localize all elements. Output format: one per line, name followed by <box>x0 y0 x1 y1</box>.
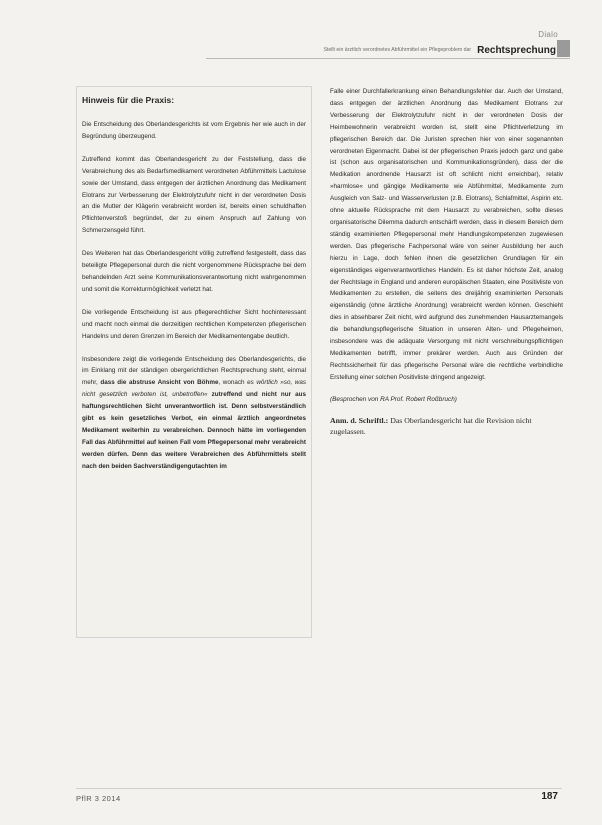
editor-note-label: Anm. d. Schriftl.: <box>330 415 389 425</box>
paragraph: Zutreffend kommt das Oberlandesgericht zu der Feststellung, dass die Verabreichung des als Bedarfsmedikament verordneten Abführmittels Lactulose sowie der Umstand, dass entgegen der ärztlichen Anordnung das Medikament Elotrans zur Verbesserung der Elektrolytzufuhr nicht in der verordneten Dosis an die Mutter der Klägerin verabreicht worden ist, bereits einen schuldhaften Pflichtenverstoß begründet, der zu einem Anspruch auf Zahlung von Schmerzensgeld führt. <box>82 155 306 235</box>
corner-label: Dialo <box>538 30 558 39</box>
paragraph: Die vorliegende Entscheidung ist aus pflegerechtlicher Sicht hochinteressant und macht noch einmal die derzeitigen rechtlichen Kompetenzen pflegerischen Handelns und deren Grenzen im Bereich der Medikamentengabe deutlich. <box>82 308 306 340</box>
page-number: 187 <box>541 791 558 802</box>
editor-note-text: Das Oberlandesgericht hat die Revision nicht zugelassen. <box>330 415 532 437</box>
italic-text: es wörtlich »so, was nicht gesetzlich verboten ist, unbetroffen« <box>82 379 307 399</box>
practice-note-title: Hinweis für die Praxis: <box>82 95 175 105</box>
header-marker <box>557 40 570 57</box>
paragraph: Die Entscheidung des Oberlandesgerichts ist vom Ergebnis her wie auch in der Begründung überzeugend. <box>82 121 306 140</box>
practice-note-box <box>76 86 312 638</box>
editor-note <box>330 415 563 438</box>
journal-issue: PflR 3 2014 <box>76 794 121 803</box>
paragraph <box>82 354 306 473</box>
bold-text: zutreffend und nicht nur aus haftungsrechtlichen Sicht unverantwortlich ist. <box>82 391 306 411</box>
author-credit: (Besprochen von RA Prof. Robert Roßbruch) <box>330 395 457 403</box>
running-header <box>206 44 556 56</box>
bold-text: Denn selbstverständlich gibt es kein gesetzliches Verbot, ein einmal ärztlich angeordnetes Medikament weiterhin zu verabreichen. Dennoch hätte im vorliegenden Fall das Abführmittel auf keinen Fall vom Pflegepersonal mehr verabreicht werden dürfen. Denn das weitere Verabreichen des Abführmittels stellt nach den beiden Sachverständigengutachten im <box>82 403 306 470</box>
footer-rule <box>76 788 562 789</box>
paragraph: Des Weiteren hat das Oberlandesgericht völlig zutreffend festgestellt, dass das beteiligte Pflegepersonal durch die nicht vorgenommene Rücksprache bei dem behandelnden Arzt seine Kommunikationsverantwortung nicht wahrgenommen und somit die Korrekturmöglichkeit verletzt hat. <box>82 250 306 293</box>
paragraph: Falle einer Durchfallerkrankung einen Behandlungsfehler dar. Auch der Umstand, dass entgegen der ärztlichen Anordnung das Medikament Elotrans zur Verbesserung der Elektrolytzufuhr nicht in der verordneten Dosis der Heimbewohnerin verabreicht worden ist, stellt eine Pflichtverletzung im pflegerischen Bereich dar. Die Juristen sprechen hier von einer sogenannten verordneten Eigenmacht. Dabei ist der pflegerischen Praxis jedoch ganz und gabe ist (schon aus organisatorischen und Kommunikationsgründen), dass der die Medikation anordnende Hausarzt ist oft schlicht nicht erreichbar), relativ »harmlose« und gängige Medikamente wie Abführmittel, Medikamente zum Ausgleich von Salz- und Wasserverlusten (z.B. Elotrans), Schlafmittel, Aspirin etc. ohne aktuelle Rücksprache mit dem Hausarzt zu verabreichen, sollte dieses organisatorische Dilemma dadurch entschärft werden, dass in diesem Bereich dem ständig examinierten Pflegepersonal mehr Handlungskompetenzen zugewiesen werden. Das pflegerische Fachpersonal wäre von seiner Ausbildung her auch hierzu in Lage, doch fehlen ihnen die gesetzlichen Grundlagen für ein eigenständiges eigenverantwortliches Handeln. Es ist daher höchste Zeit, analog der Rechtslage in England und anderen europäischen Staaten, eine Positivliste von Medikamenten zu erstellen, die seitens des dreijährig examinierten Personals eigenständig (ohne ärztliche Anordnung) verabreicht werden können. Geschieht dies in absehbarer Zeit nicht, wird aufgrund des zunehmenden Hausarztemangels die behandlungspflegerische Situation in unseren Alten- und Pflegeheimen, insbesondere was die adäquate Versorgung mit nicht verschreibungspflichtigen Medikamenten betrifft, immer prekärer werden. Auch aus Gründen der Rechtssicherheit für das pflegerische Personal wäre die rechtliche verbindliche Erstellung einer solchen Positivliste dringend angezeigt. <box>330 88 563 381</box>
right-column <box>330 86 563 438</box>
header-subtitle: Stellt ein ärztlich verordnetes Abführmittel ein Pflegeproblem dar <box>323 47 472 53</box>
text-run: Insbesondere zeigt die vorliegende Entscheidung des Oberlandesgerichts, die im Einklang mit der ständigen obergerichtlichen Rechtsprechung steht, einmal mehr, <box>82 355 306 387</box>
section-title: Rechtsprechung <box>477 44 556 56</box>
text-run: , wonach <box>218 379 248 387</box>
header-rule <box>206 58 570 59</box>
practice-note-content <box>82 95 306 484</box>
bold-text: dass die abstruse Ansicht von Böhme <box>100 379 219 387</box>
